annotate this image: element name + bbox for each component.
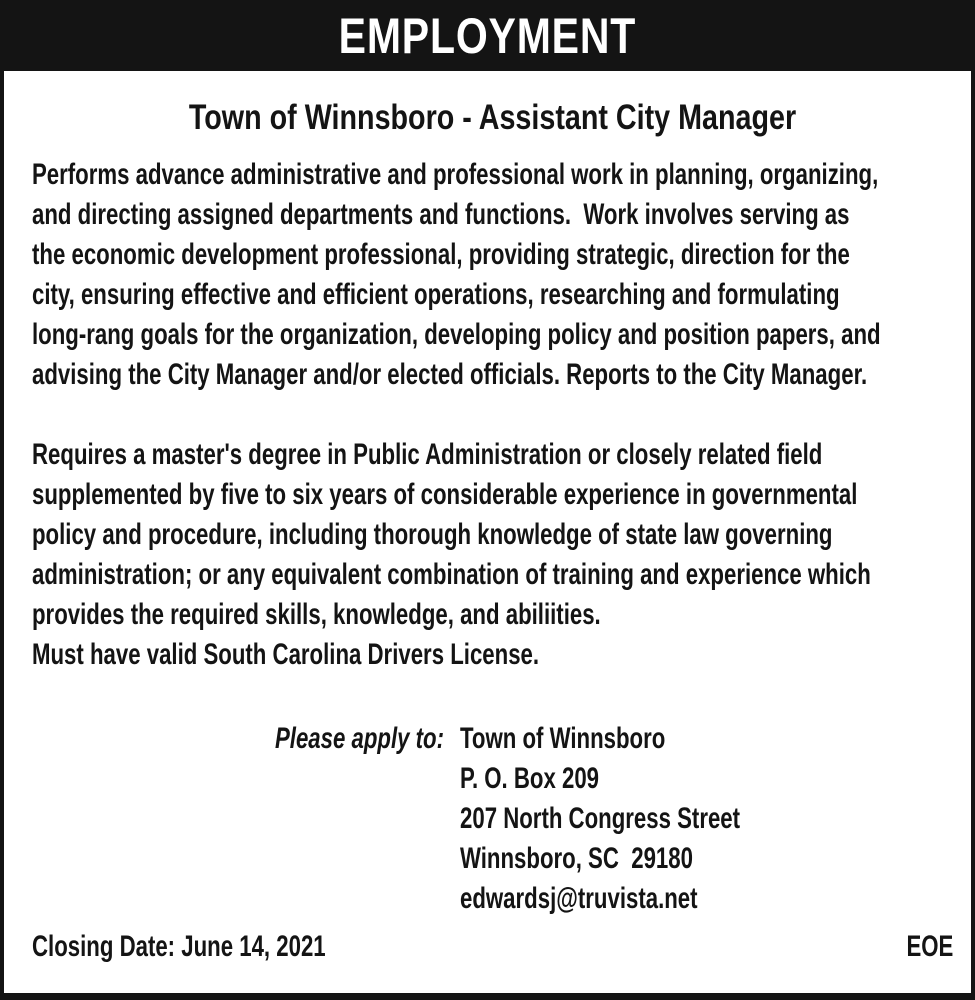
qualifications-line: supplemented by five to six years of considerable experience in governmental — [32, 478, 858, 511]
employment-banner — [0, 0, 975, 71]
license-requirement-line: Must have valid South Carolina Drivers License. — [32, 638, 540, 671]
apply-section — [32, 719, 953, 919]
qualifications-line: administration; or any equivalent combination of training and experience which — [32, 558, 871, 591]
job-description-line: advising the City Manager and/or elected officials. Reports to the City Manager. — [32, 358, 868, 391]
closing-date: Closing Date: June 14, 2021 — [32, 930, 326, 963]
apply-to-label: Please apply to: — [274, 722, 444, 755]
address-line-street: 207 North Congress Street — [460, 802, 741, 835]
eoe-label: EOE — [906, 930, 953, 963]
job-description-line: and directing assigned departments and functions. Work involves serving as — [32, 198, 850, 231]
address-line-city-state-zip: Winnsboro, SC 29180 — [460, 842, 693, 875]
job-description-line: Performs advance administrative and professional work in planning, organizing, — [32, 158, 879, 191]
qualifications-paragraph — [32, 435, 953, 675]
address-line-po-box: P. O. Box 209 — [460, 762, 600, 795]
address-block — [460, 719, 838, 919]
address-line-email: edwardsj@truvista.net — [460, 882, 698, 915]
job-description-line: the economic development professional, providing strategic, direction for the — [32, 238, 850, 271]
job-description-line: long-rang goals for the organization, developing policy and position papers, and — [32, 318, 881, 351]
address-line-organization: Town of Winnsboro — [460, 722, 666, 755]
job-ad-title: Town of Winnsboro - Assistant City Manager — [188, 98, 797, 137]
qualifications-line: Requires a master's degree in Public Administration or closely related field — [32, 438, 823, 471]
qualifications-line: policy and procedure, including thorough knowledge of state law governing — [32, 518, 833, 551]
closing-row — [32, 927, 953, 967]
job-description-paragraph — [32, 155, 953, 395]
employment-banner-title: EMPLOYMENT — [338, 7, 637, 64]
job-description-line: city, ensuring effective and efficient operations, researching and formulating — [32, 278, 840, 311]
job-ad-box — [0, 71, 975, 1000]
qualifications-line: provides the required skills, knowledge, and abiliities. — [32, 598, 601, 631]
